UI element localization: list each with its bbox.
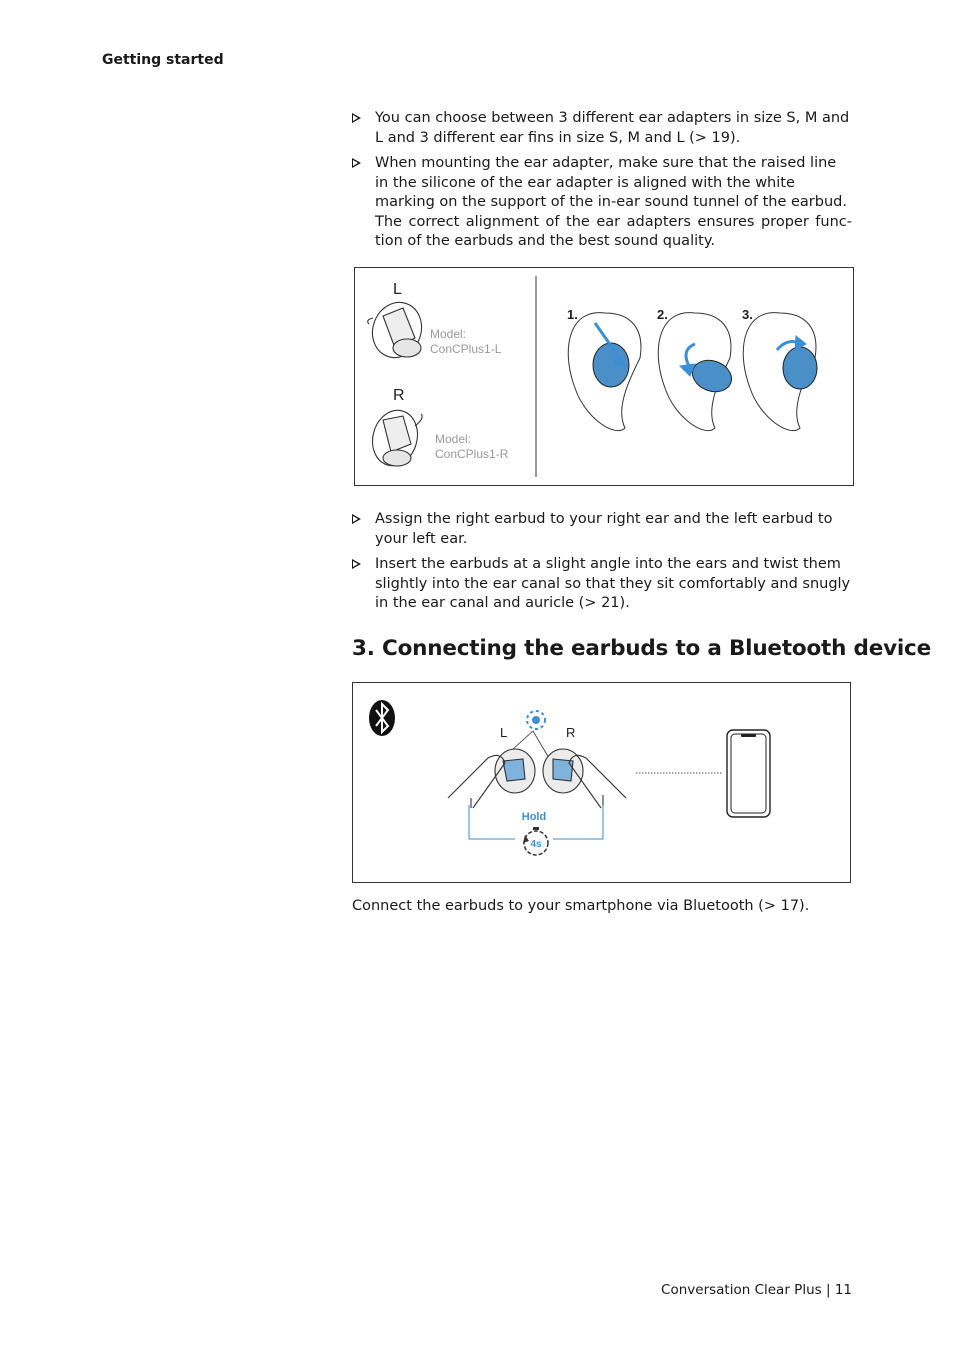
- arrow-bullet-icon: [352, 559, 361, 569]
- svg-text:1.: 1.: [567, 307, 578, 322]
- duration-label: 4s: [530, 839, 542, 850]
- left-earbud-label: L: [393, 281, 402, 298]
- svg-text:ConCPlus1-L: ConCPlus1-L: [430, 342, 502, 356]
- bullet-note: The correct alignment of the ear adapters ensures proper func- tion of the earbuds and the best sound quality.: [375, 213, 852, 249]
- running-header: Getting started: [102, 52, 224, 68]
- fitting-illustration: [355, 268, 853, 485]
- page-footer: [661, 1282, 852, 1298]
- svg-text:2.: 2.: [657, 307, 668, 322]
- list-item: You can choose between 3 different ear adapters in size S, M and L and 3 different ear fins in size S, M and L (> 19).: [352, 109, 852, 148]
- left-earbud-label: L: [500, 725, 508, 740]
- ear-adapter-figure: [354, 267, 854, 486]
- bullet-list-bottom: [352, 510, 852, 620]
- arrow-bullet-icon: [352, 158, 361, 168]
- bullet-list-top: [352, 109, 852, 258]
- footer-separator: |: [825, 1282, 831, 1298]
- left-earbud-icon: [365, 295, 429, 364]
- right-earbud-icon: [367, 405, 424, 470]
- left-earbud-hand-illustration: [448, 749, 535, 808]
- list-item: Assign the right earbud to your right ear and the left earbud to your left ear.: [352, 510, 852, 549]
- ear-step-2-illustration: [658, 313, 736, 431]
- smartphone-icon: [727, 730, 770, 817]
- pairing-illustration: [353, 683, 850, 882]
- list-item: When mounting the ear adapter, make sure that the raised line in the silicone of the ear adapter is aligned with the white marking on the support of the in-ear sound tunnel of the earbud. The correct alignment of the ear adapters ensures proper func- tion of the earbuds and the best sound quality.: [352, 154, 852, 252]
- list-item: Insert the earbuds at a slight angle into the ears and twist them slightly into the ear canal so that they sit comfortably and snugly in the ear canal and auricle (> 21).: [352, 555, 852, 614]
- section-heading: 3. Connecting the earbuds to a Bluetooth device: [352, 636, 931, 661]
- svg-text:Model:: Model:: [435, 432, 472, 446]
- ear-step-1-illustration: [568, 313, 641, 431]
- svg-text:3.: 3.: [742, 307, 753, 322]
- right-earbud-hand-illustration: [543, 749, 626, 808]
- arrow-bullet-icon: [352, 514, 361, 524]
- right-earbud-label: R: [566, 725, 576, 740]
- bluetooth-icon: [369, 700, 395, 736]
- led-blink-icon: [527, 711, 545, 729]
- connect-instruction: Connect the earbuds to your smartphone via Bluetooth (> 17).: [352, 898, 810, 914]
- svg-text:Model:: Model:: [430, 327, 467, 341]
- right-earbud-label: R: [393, 387, 405, 404]
- svg-text:ConCPlus1-R: ConCPlus1-R: [435, 447, 509, 461]
- bluetooth-pairing-figure: [352, 682, 851, 883]
- page-number: 11: [834, 1282, 852, 1298]
- arrow-bullet-icon: [352, 113, 361, 123]
- hold-label: Hold: [521, 811, 547, 823]
- ear-step-3-illustration: [743, 313, 817, 431]
- product-name: Conversation Clear Plus: [661, 1282, 822, 1298]
